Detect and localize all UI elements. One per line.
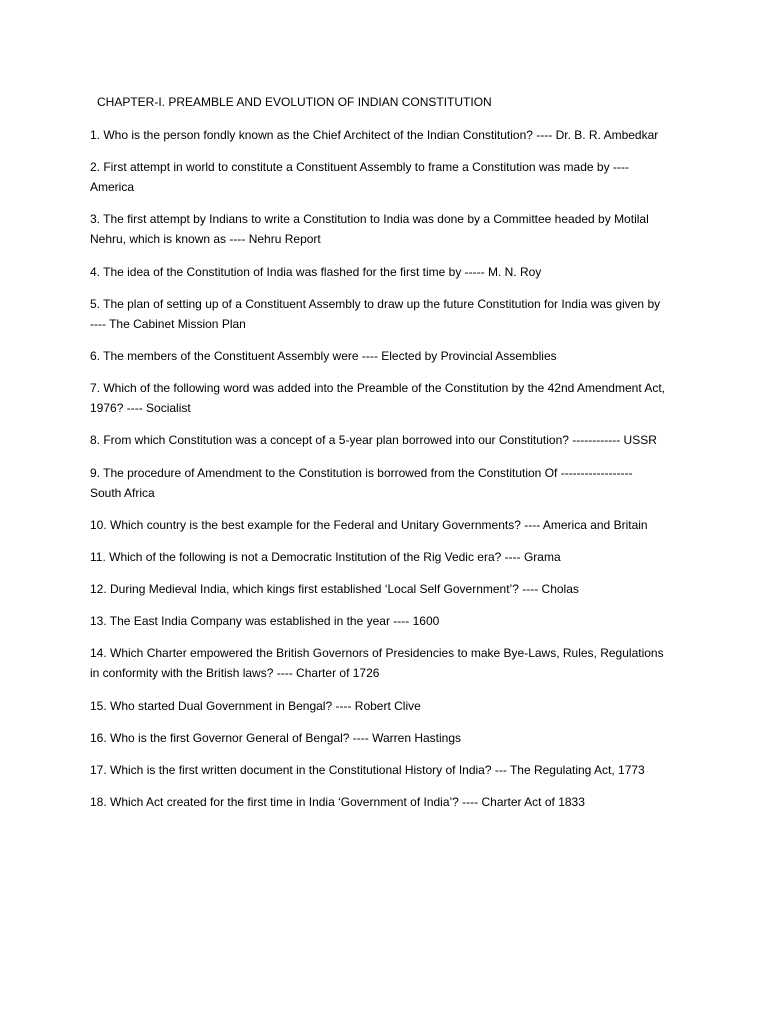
question-item: 16. Who is the first Governor General of Bengal? ---- Warren Hastings xyxy=(90,730,462,745)
question-item: 3. The first attempt by Indians to write a Constitution to India was done by a Committee headed by Motilal Nehru, which is known as ---- Nehru Report xyxy=(90,212,649,247)
question-item: 5. The plan of setting up of a Constituent Assembly to draw up the future Constitution for India was given by ---- The Cabinet Mission Plan xyxy=(90,296,661,331)
question-item: 15. Who started Dual Government in Bengal? ---- Robert Clive xyxy=(90,698,421,713)
question-item: 8. From which Constitution was a concept of a 5-year plan borrowed into our Constitution? ------------ USSR xyxy=(90,433,657,448)
question-item: 9. The procedure of Amendment to the Constitution is borrowed from the Constitution Of ------------------ South Africa xyxy=(90,465,633,500)
question-item: 18. Which Act created for the first time in India ‘Government of India’? ---- Charter Act of 1833 xyxy=(90,795,585,810)
question-item: 2. First attempt in world to constitute a Constituent Assembly to frame a Constitution was made by ---- America xyxy=(90,160,629,195)
question-item: 4. The idea of the Constitution of India was flashed for the first time by ----- M. N. Roy xyxy=(90,264,542,279)
question-item: 11. Which of the following is not a Democratic Institution of the Rig Vedic era? ---- Grama xyxy=(90,549,561,564)
question-item: 13. The East India Company was established in the year ---- 1600 xyxy=(90,614,440,629)
chapter-title: CHAPTER-I. PREAMBLE AND EVOLUTION OF INDIAN CONSTITUTION xyxy=(97,95,492,109)
question-item: 12. During Medieval India, which kings first established ‘Local Self Government’? ---- Cholas xyxy=(90,582,579,597)
question-item: 10. Which country is the best example for the Federal and Unitary Governments? ---- America and Britain xyxy=(90,517,648,532)
question-item: 7. Which of the following word was added into the Preamble of the Constitution by the 42nd Amendment Act, 1976? ---- Socialist xyxy=(90,381,666,416)
question-item: 6. The members of the Constituent Assembly were ---- Elected by Provincial Assemblies xyxy=(90,348,557,363)
question-list xyxy=(90,125,665,824)
question-item: 17. Which is the first written document in the Constitutional History of India? --- The Regulating Act, 1773 xyxy=(90,763,645,777)
question-item: 14. Which Charter empowered the British Governors of Presidencies to make Bye-Laws, Rules, Regulations in conformity with the British laws? ---- Charter of 1726 xyxy=(90,646,664,681)
question-item: 1. Who is the person fondly known as the Chief Architect of the Indian Constitution? ---- Dr. B. R. Ambedkar xyxy=(90,128,659,142)
